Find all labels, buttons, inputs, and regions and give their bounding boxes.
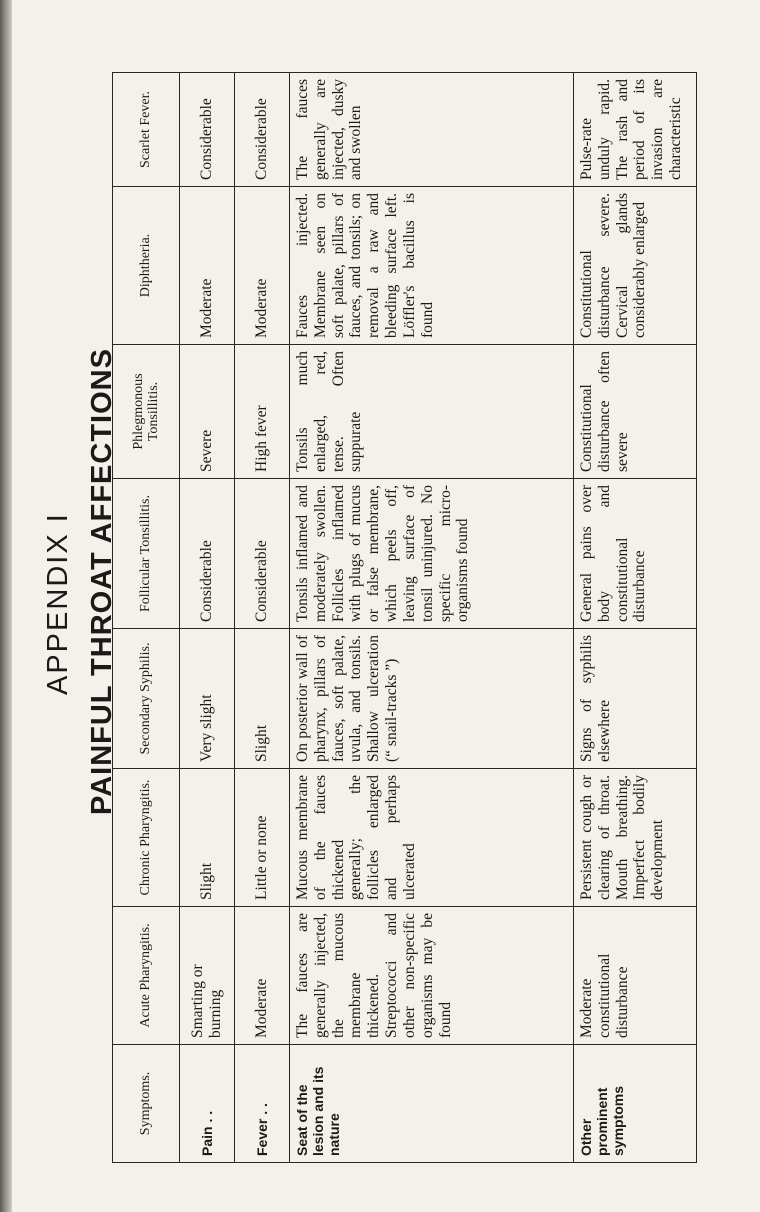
column-header-phlegmonous-tonsillitis: Phlegmonous Tonsillitis. bbox=[113, 345, 180, 479]
table-cell: Slight bbox=[180, 769, 235, 907]
column-header-secondary-syphilis: Secondary Syphilis. bbox=[113, 629, 180, 769]
table-row-fever bbox=[235, 73, 290, 1163]
rotated-table-wrapper bbox=[112, 73, 697, 1163]
table-cell: Constitutional disturbance severe. Cervical glands considerably enlarged bbox=[574, 187, 697, 345]
table-cell: Considerable bbox=[180, 73, 235, 187]
table-cell: Mucous membrane of the fauces thickened generally; the follicles enlarged and perhaps ulcerated bbox=[290, 769, 574, 907]
table-cell: Persistent cough or clearing of throat. Mouth breathing. Imperfect bodily development bbox=[574, 769, 697, 907]
page-title: PAINFUL THROAT AFFECTIONS bbox=[86, 348, 118, 815]
column-header-scarlet-fever: Scarlet Fever. bbox=[113, 73, 180, 187]
symptoms-table bbox=[112, 72, 697, 1163]
table-cell: Signs of syphilis elsewhere bbox=[574, 629, 697, 769]
table-cell: Constitutional disturbance often severe bbox=[574, 345, 697, 479]
row-header-fever: Fever . . bbox=[235, 1045, 290, 1163]
table-row-pain bbox=[180, 73, 235, 1163]
table-cell: High fever bbox=[235, 345, 290, 479]
table-cell: Considerable bbox=[235, 73, 290, 187]
table-cell: Moderate bbox=[235, 187, 290, 345]
table-cell: Severe bbox=[180, 345, 235, 479]
column-header-follicular-tonsillitis: Follicular Tonsillitis. bbox=[113, 479, 180, 629]
row-header-seat-of-lesion: Seat of the lesion and its nature bbox=[290, 1045, 574, 1163]
table-cell: Slight bbox=[235, 629, 290, 769]
table-cell: The fauces are generally injected, the mucous membrane thickened. Streptococci and other non-specific organisms may be found bbox=[290, 907, 574, 1045]
table-cell: Little or none bbox=[235, 769, 290, 907]
table-cell: Tonsils inflamed and moderately swollen. Follicles inflamed with plugs of mucus or false membrane, which peels off, leaving surface of tonsil uninjured. No specific micro-organisms found bbox=[290, 479, 574, 629]
book-spine-shadow bbox=[0, 0, 12, 1212]
table-cell: On posterior wall of pharynx, pillars of fauces, soft palate, uvula, and tonsils. Shallow ulceration (“ snail-tracks ”) bbox=[290, 629, 574, 769]
table-cell: Moderate bbox=[180, 187, 235, 345]
table-row-seat-of-lesion bbox=[290, 73, 574, 1163]
table-cell: Very slight bbox=[180, 629, 235, 769]
table-cell: General pains over body and constitutional disturbance bbox=[574, 479, 697, 629]
table-row-other-symptoms bbox=[574, 73, 697, 1163]
column-header-chronic-pharyngitis: Chronic Pharyngitis. bbox=[113, 769, 180, 907]
table-cell: Pulse-rate unduly rapid. The rash and period of its invasion are characteristic bbox=[574, 73, 697, 187]
column-header-diphtheria: Diphtheria. bbox=[113, 187, 180, 345]
table-cell: Considerable bbox=[180, 479, 235, 629]
header-row bbox=[113, 73, 180, 1163]
table-cell: The fauces generally are injected, dusky and swollen bbox=[290, 73, 574, 187]
column-header-acute-pharyngitis: Acute Pharyngitis. bbox=[113, 907, 180, 1045]
row-header-other-symptoms: Other prominent symptoms bbox=[574, 1045, 697, 1163]
table-cell: Tonsils much enlarged, red, tense. Often suppurate bbox=[290, 345, 574, 479]
row-header-pain: Pain . . bbox=[180, 1045, 235, 1163]
table-cell: Smarting or burning bbox=[180, 907, 235, 1045]
appendix-label: APPENDIX I bbox=[42, 512, 74, 695]
table-cell: Considerable bbox=[235, 479, 290, 629]
table-cell: Moderate constitutional disturbance bbox=[574, 907, 697, 1045]
table-cell: Fauces injected. Membrane seen on soft palate, pillars of fauces, and tonsils; on removal a raw and bleeding surface left. Löffler's bacillus is found bbox=[290, 187, 574, 345]
corner-header: Symptoms. bbox=[113, 1045, 180, 1163]
table-cell: Moderate bbox=[235, 907, 290, 1045]
